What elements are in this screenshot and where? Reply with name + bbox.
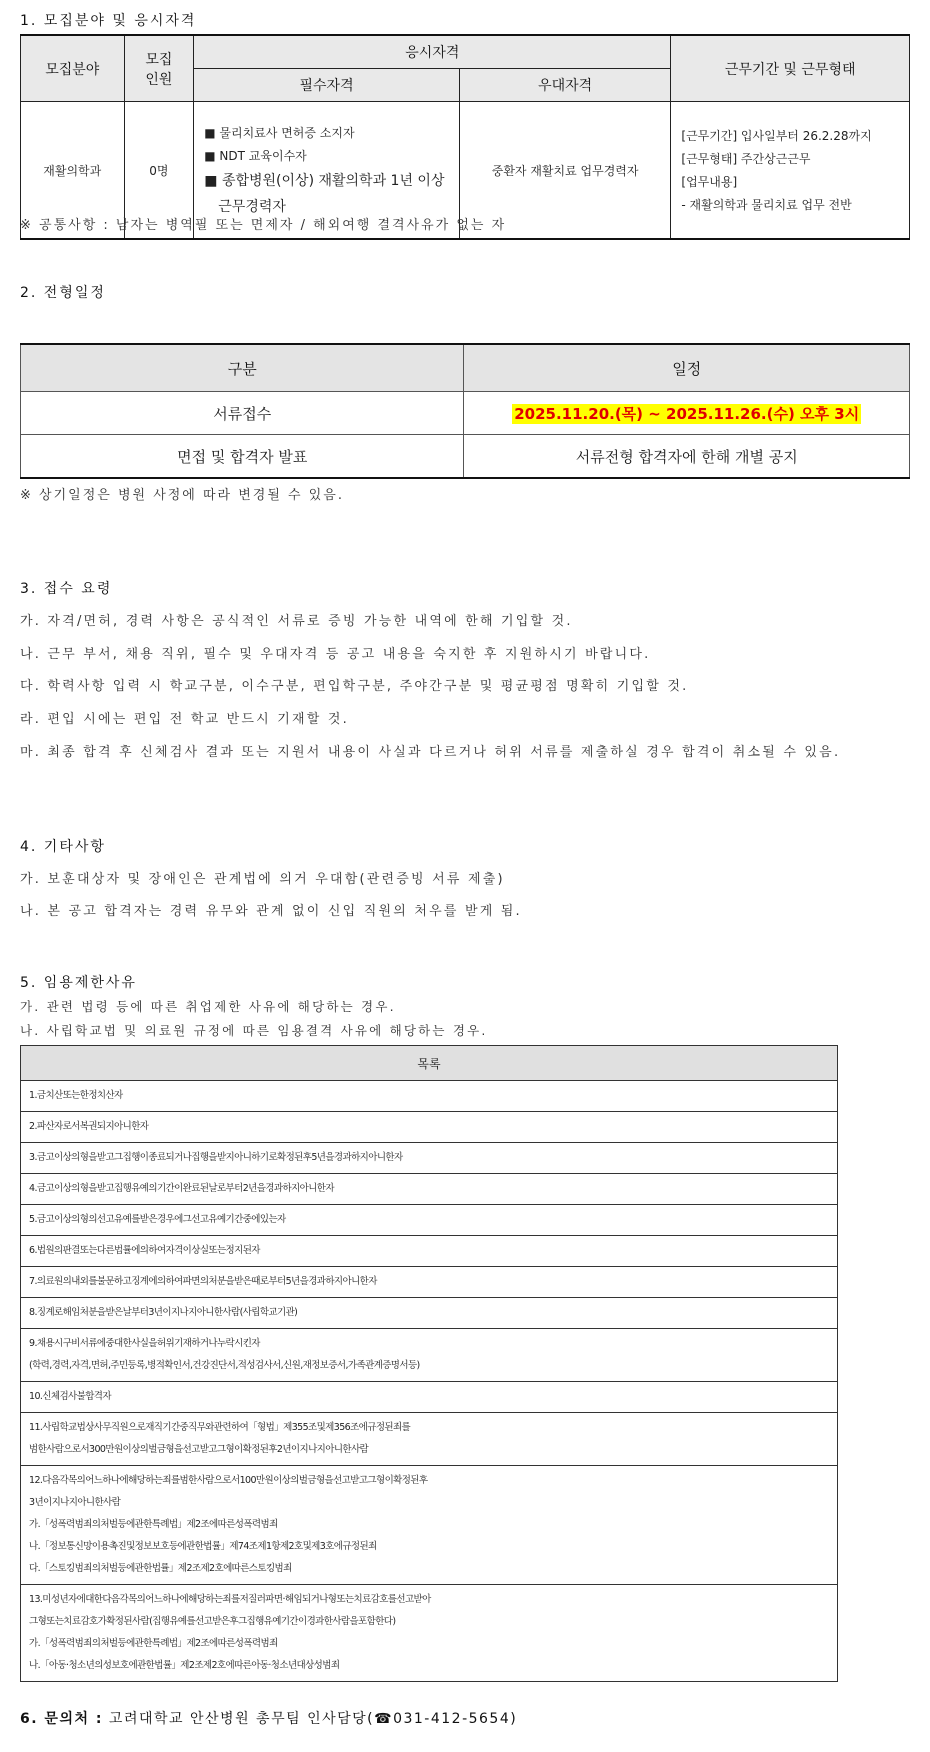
section3-item: 가. 자격/면허, 경력 사항은 공식적인 서류로 증빙 가능한 내역에 한해 기입할 것. (20, 614, 573, 629)
section5-heading: 5. 임용제한사유 (20, 975, 137, 991)
col-period-header: 근무기간 및 근무형태 (671, 35, 910, 102)
list-item: 1.금치산또는한정치산자 (21, 1081, 838, 1112)
section1-heading: 1. 모집분야 및 응시자격 (20, 13, 197, 29)
list-item: 4.금고이상의형을받고집행유예의기간이완료된날로부터2년을경과하지아니한자 (21, 1174, 838, 1205)
schedule-table (20, 343, 910, 479)
col-required-header: 필수자격 (194, 69, 460, 102)
section4-item: 가. 보훈대상자 및 장애인은 관계법에 의거 우대함(관련증빙 서류 제출) (20, 872, 505, 887)
list-item: 6.법원의판결또는다른법률에의하여자격이상실또는정지된자 (21, 1236, 838, 1267)
disqualification-list-table (20, 1045, 838, 1682)
schedule-date-cell (464, 392, 910, 435)
col-count-header: 모집 인원 (124, 35, 194, 102)
period-cell: [근무기간] 입사일부터 26.2.28까지 [근무형태] 주간상근근무 [업무내용] - 재활의학과 물리치료 업무 전반 (671, 102, 910, 240)
list-item: 5.금고이상의형의선고유예를받은경우에그선고유예기간중에있는자 (21, 1205, 838, 1236)
section4-heading: 4. 기타사항 (20, 839, 106, 855)
section3-item: 다. 학력사항 입력 시 학교구분, 이수구분, 편입학구분, 주야간구분 및 평균평점 명확히 기입할 것. (20, 679, 689, 694)
col-qualification-header: 응시자격 (194, 35, 671, 69)
section1-note: ※ 공통사항 : 남자는 병역필 또는 면제자 / 해외여행 결격사유가 없는 자 (20, 218, 507, 233)
count-cell: 0명 (124, 102, 194, 240)
required-cell: ■ 물리치료사 면허증 소지자 ■ NDT 교육이수자 ■ 종합병원(이상) 재활의학과 1년 이상 근무경력자 (194, 102, 460, 240)
section2-note: ※ 상기일정은 병원 사정에 따라 변경될 수 있음. (20, 488, 344, 503)
list-header: 목록 (21, 1046, 838, 1081)
highlighted-date: 2025.11.20.(목) ~ 2025.11.26.(수) 오후 3시 (514, 404, 860, 423)
schedule-type-cell: 면접 및 합격자 발표 (21, 435, 464, 479)
section4-item: 나. 본 공고 합격자는 경력 유무와 관계 없이 신입 직원의 처우를 받게 됨. (20, 904, 522, 919)
list-item: 12.다음각목의어느하나에해당하는죄를범한사람으로서100만원이상의벌금형을선고받고그형이확정된후 3년이지나지아니한사람 가.「성폭력범죄의처벌등에관한특례법」제2조에따른성폭력범죄 나.「정보통신망이용촉진및정보보호등에관한법률」제74조제1항제2호및제3호에규정된죄 다.「스토킹범죄의처벌등에관한법률」제2조제2호에따른스토킹범죄 (21, 1466, 838, 1585)
section3-item: 라. 편입 시에는 편입 전 학교 반드시 기재할 것. (20, 712, 349, 727)
list-item: 13.미성년자에대한다음각목의어느하나에해당하는죄를저질러파면·해임되거나형또는치료감호를선고받아 그형또는치료감호가확정된사람(집행유예를선고받은후그집행유예기간이경과한사람을포함한다) 가.「성폭력범죄의처벌등에관한특례법」제2조에따른성폭력범죄 나.「아동·청소년의성보호에관한법률」제2조제2호에따른아동·청소년대상성범죄 (21, 1585, 838, 1682)
schedule-date-cell: 서류전형 합격자에 한해 개별 공지 (464, 435, 910, 479)
list-item: 8.징계로해임처분을받은날부터3년이지나지아니한사람(사립학교기관) (21, 1298, 838, 1329)
list-item: 2.파산자로서복권되지아니한자 (21, 1112, 838, 1143)
schedule-type-cell: 서류접수 (21, 392, 464, 435)
list-item: 9.채용시구비서류에중대한사실을허위기재하거나누락시킨자 (학력,경력,자격,면허,주민등록,병적확인서,건강진단서,적성검사서,신원,재정보증서,가족관계증명서등) (21, 1329, 838, 1382)
contact-label: 6. 문의처 : (20, 1711, 103, 1727)
contact-text: 고려대학교 안산병원 총무팀 인사담당(☎031-412-5654) (102, 1711, 518, 1727)
list-item: 3.금고이상의형을받고그집행이종료되거나집행을받지아니하기로확정된후5년을경과하지아니한자 (21, 1143, 838, 1174)
section3-item: 나. 근무 부서, 채용 직위, 필수 및 우대자격 등 공고 내용을 숙지한 후 지원하시기 바랍니다. (20, 647, 651, 662)
col-preferred-header: 우대자격 (459, 69, 671, 102)
col-schedule-header: 일정 (464, 344, 910, 392)
list-item: 10.신체검사불합격자 (21, 1382, 838, 1413)
section3-item: 마. 최종 합격 후 신체검사 결과 또는 지원서 내용이 사실과 다르거나 허위 서류를 제출하실 경우 합격이 취소될 수 있음. (20, 745, 841, 760)
preferred-cell: 중환자 재활치료 업무경력자 (459, 102, 671, 240)
qualification-table (20, 34, 910, 240)
field-cell: 재활의학과 (21, 102, 125, 240)
list-item: 7.의료원의내외를불문하고징계에의하여파면의처분을받은때로부터5년을경과하지아니한자 (21, 1267, 838, 1298)
list-item: 11.사립학교법상사무직원으로재직기간중직무와관련하여「형법」제355조및제356조에규정된죄를 범한사람으로서300만원이상의벌금형을선고받고그형이확정된후2년이지나지아니한사람 (21, 1413, 838, 1466)
contact-line (20, 1708, 517, 1728)
section5-item: 가. 관련 법령 등에 따른 취업제한 사유에 해당하는 경우. (20, 999, 396, 1014)
section3-heading: 3. 접수 요령 (20, 581, 113, 597)
col-type-header: 구분 (21, 344, 464, 392)
section2-heading: 2. 전형일정 (20, 285, 106, 301)
section5-item: 나. 사립학교법 및 의료원 규정에 따른 임용결격 사유에 해당하는 경우. (20, 1023, 488, 1038)
col-field-header: 모집분야 (21, 35, 125, 102)
